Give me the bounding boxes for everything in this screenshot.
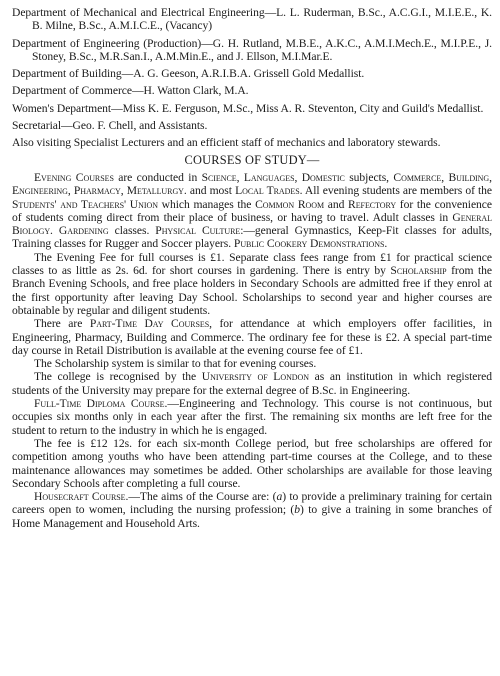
text-italic-a: a	[276, 490, 283, 504]
text-run: which manages the	[157, 197, 256, 211]
text-run: from the Branch Evening Schools, and free place holders in Secondary Schools are admitted free if they enrol at the first opportunity after leaving Day School. Scholarships to second year and higher courses are obtainable by regular and diligent students.	[12, 264, 492, 317]
text-run: —Engineering and Technology. This course is not continuous, but occupies six months only in each year after the first. The remaining six months are left free for the student to return to the industry in which he is engaged.	[12, 397, 492, 437]
term-departments: Commerce, Building, Engineering, Pharmacy, Metallurgy.	[12, 170, 492, 198]
staff-entry-building: Department of Building—A. G. Geeson, A.R.I.B.A. Grissell Gold Medallist.	[12, 67, 365, 81]
term-cookery: Public Cookery Demonstrations.	[233, 237, 388, 251]
paragraph-housecraft	[12, 490, 492, 530]
term-gardening: Gardening	[58, 224, 109, 238]
text-run: —The aims of the Course are: (	[128, 490, 277, 504]
paragraph-evening-courses	[12, 171, 492, 251]
staff-entry-mechanical-electrical: Department of Mechanical and Electrical Engineering—L. L. Ruderman, B.Sc., A.C.G.I., M.I.E.E., K. B. Milne, B.Sc., A.M.I.C.E., (Vacancy)	[12, 6, 492, 33]
term-evening-courses: Evening Courses	[34, 170, 114, 184]
term-full-time-diploma: Full-Time Diploma Course.	[34, 397, 168, 411]
text-run: ) to give a training in some branches of Home Management and Household Arts.	[12, 503, 492, 530]
term-general-biology: General Biology.	[12, 210, 492, 238]
text-run: subjects,	[344, 170, 394, 184]
term-local-trades: Local Trades.	[235, 184, 303, 198]
paragraph-evening-fee	[12, 251, 492, 317]
paragraph-part-time-day	[12, 317, 492, 357]
term-union: Students' and Teachers' Union	[12, 197, 158, 211]
text-run: and most	[186, 184, 236, 198]
text-run: for the convenience of students coming direct from their place of business, or having to travel. Adult classes in	[12, 197, 492, 224]
text-run: The college is recognised by the	[34, 370, 202, 384]
text-run: for attendance at which employers offer facilities, in Engineering, Pharmacy, Building and Commerce. The ordinary fee for these is £2. A special part-time day course in Retail Distribution is available at the evening course fee of £1.	[12, 317, 492, 357]
text-run: as an institution in which registered students of the University may prepare for the external degree of B.Sc. in Engineering.	[12, 370, 492, 397]
term-physical-culture: Physical Culture	[155, 224, 241, 238]
term-university-of-london: University of London	[201, 370, 309, 384]
term-scholarship: Scholarship	[390, 264, 447, 278]
staff-list	[12, 6, 492, 150]
paragraph-university	[12, 370, 492, 397]
text-run: All evening students are members of the	[302, 184, 493, 198]
term-subjects: Science, Languages, Domestic	[201, 170, 345, 184]
text-run: :—general Gymnastics, Keep-Fit classes for adults, Training classes for Rugger and Soccer players.	[12, 224, 492, 251]
staff-entry-secretarial: Secretarial—Geo. F. Chell, and Assistants.	[12, 119, 208, 133]
paragraph-college-fee: The fee is £12 12s. for each six-month College period, but free scholarships are offered for competition among youths who have been attending part-time courses at the College, and to these maintenance allowances may sometimes be added. Other scholarships are available for those leaving Secondary Schools after completing a full course.	[12, 436, 492, 490]
text-run: are conducted in	[113, 170, 202, 184]
term-part-time-day-courses: Part-Time Day Courses,	[89, 317, 212, 331]
courses-heading: COURSES OF STUDY—	[184, 152, 320, 167]
staff-entry-commerce: Department of Commerce—H. Watton Clark, M.A.	[12, 84, 249, 98]
text-run: There are	[34, 317, 90, 331]
term-common-room: Common Room	[255, 197, 325, 211]
text-run: ) to provide a preliminary training for certain careers open to women, including the nursing profession; (	[12, 490, 493, 517]
paragraph-scholarship-system: The Scholarship system is similar to that for evening courses.	[34, 357, 317, 371]
staff-entry-engineering-production: Department of Engineering (Production)—G. H. Rutland, M.B.E., A.K.C., A.M.I.Mech.E., M.I.P.E., J. Stoney, B.Sc., M.R.San.I., A.M.Min.E., and J. Ellson, M.I.Mar.E.	[12, 36, 492, 63]
term-refectory: Refectory	[348, 197, 397, 211]
text-run: classes.	[108, 224, 156, 238]
text-italic-b: b	[294, 503, 300, 517]
staff-entry-visiting-lecturers: Also visiting Specialist Lecturers and an efficient staff of mechanics and laboratory stewards.	[12, 136, 441, 150]
term-housecraft-course: Housecraft Course.	[34, 490, 129, 504]
paragraph-full-time-diploma	[12, 397, 492, 437]
text-run: The Evening Fee for full courses is £1. Separate class fees range from £1 for practical science classes to as little as 2s. 6d. for short courses in gardening. There is entry by	[12, 250, 492, 278]
staff-entry-womens-department: Women's Department—Miss K. E. Ferguson, M.Sc., Miss A. R. Steventon, City and Guild's Medallist.	[12, 101, 484, 115]
text-run: and	[324, 197, 349, 211]
